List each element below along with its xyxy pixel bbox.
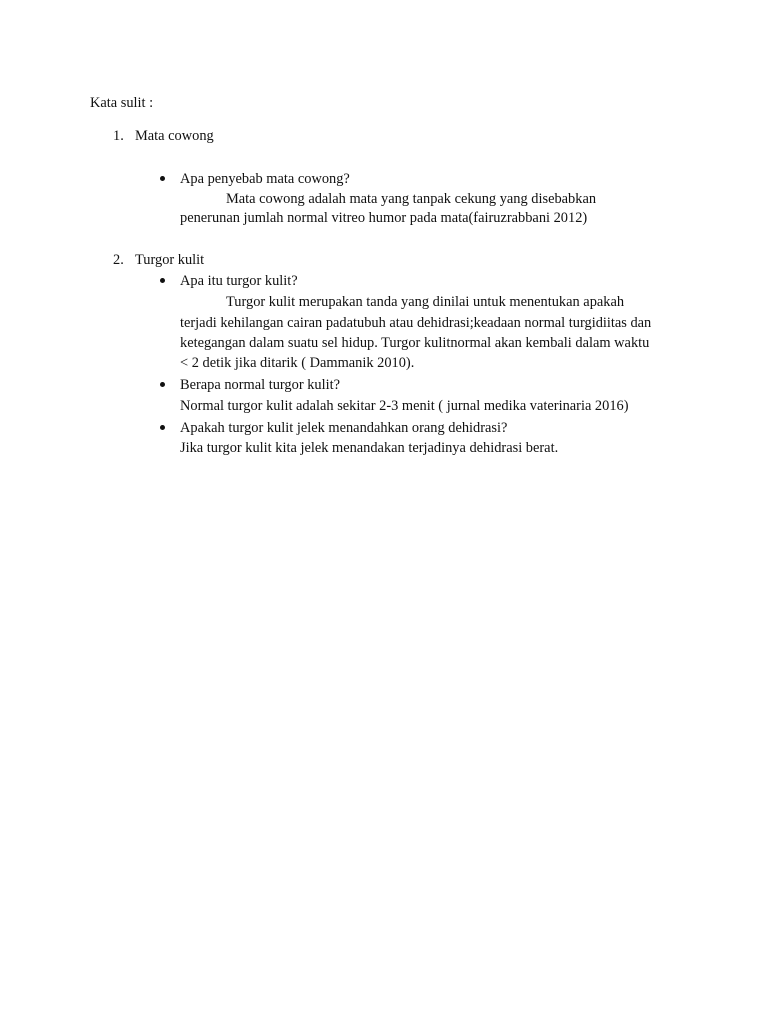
answer-line: < 2 detik jika ditarik ( Dammanik 2010).: [180, 355, 415, 371]
list-item-number: 1.: [113, 128, 124, 144]
list-item-title: Turgor kulit: [135, 252, 205, 268]
document-heading: Kata sulit :: [90, 95, 154, 111]
question-text: Apa penyebab mata cowong?: [180, 171, 350, 187]
bullet-icon: [160, 176, 165, 181]
bullet-icon: [160, 278, 165, 283]
answer-line: Normal turgor kulit adalah sekitar 2-3 menit ( jurnal medika vaterinaria 2016): [180, 398, 629, 414]
answer-line: penerunan jumlah normal vitreo humor pada mata(fairuzrabbani 2012): [180, 210, 588, 226]
answer-line: Jika turgor kulit kita jelek menandakan terjadinya dehidrasi berat.: [180, 440, 559, 456]
answer-line: terjadi kehilangan cairan padatubuh atau dehidrasi;keadaan normal turgidiitas dan: [180, 315, 652, 331]
bullet-icon: [160, 382, 165, 387]
answer-line: ketegangan dalam suatu sel hidup. Turgor kulitnormal akan kembali dalam waktu: [180, 335, 650, 351]
bullet-icon: [160, 425, 165, 430]
answer-line: Turgor kulit merupakan tanda yang dinilai untuk menentukan apakah: [226, 294, 625, 310]
question-text: Apakah turgor kulit jelek menandahkan orang dehidrasi?: [180, 420, 508, 436]
question-text: Apa itu turgor kulit?: [180, 273, 298, 289]
question-text: Berapa normal turgor kulit?: [180, 377, 340, 393]
answer-line: Mata cowong adalah mata yang tanpak cekung yang disebabkan: [226, 191, 597, 207]
list-item-number: 2.: [113, 252, 124, 268]
list-item-title: Mata cowong: [135, 128, 214, 144]
